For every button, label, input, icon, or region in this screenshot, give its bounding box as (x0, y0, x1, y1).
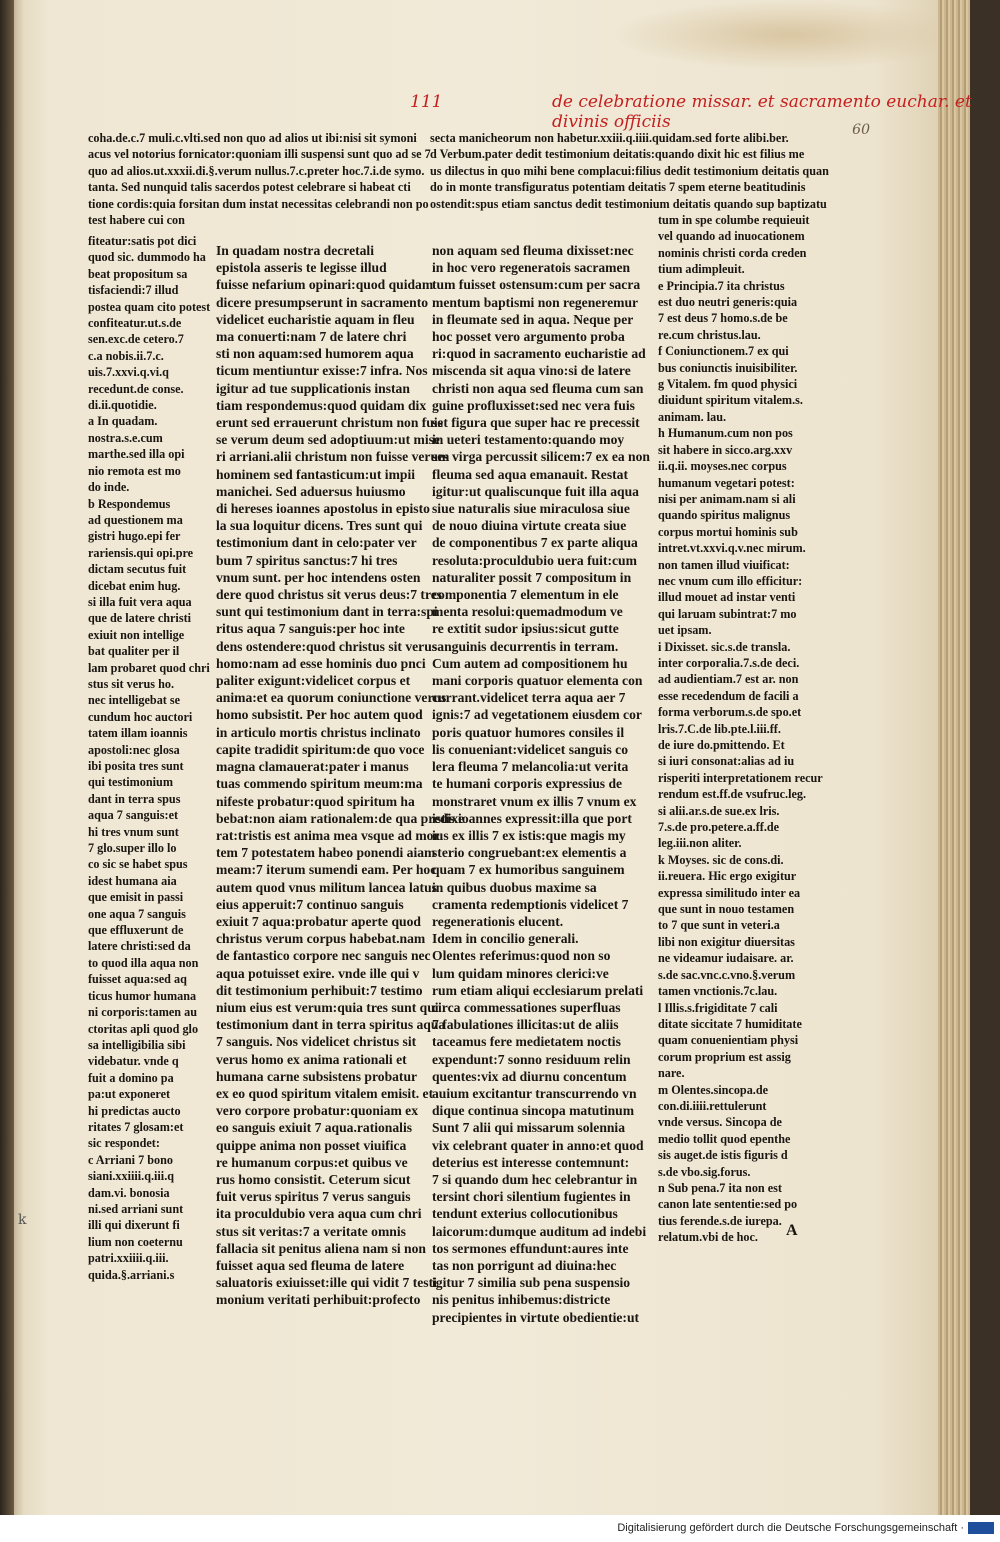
text-line: di hereses ioannes apostolus in episto (216, 501, 430, 517)
text-line: marthe.sed illa opi (88, 447, 185, 462)
text-line: nec vnum cum illo efficitur: (658, 573, 803, 588)
text-line: 7 est deus 7 homo.s.de be (658, 311, 788, 326)
text-line: idest humana aia (88, 873, 177, 888)
text-line: menta resolui:quemadmodum ve (432, 604, 623, 620)
text-line: circa commessationes superfluas (432, 999, 621, 1015)
text-line: s.de vbo.sig.forus. (658, 1164, 751, 1179)
text-line: re humanum corpus:et quibus ve (216, 1154, 408, 1170)
text-line: lam probaret quod chri (88, 660, 210, 675)
text-line: 7.s.de pro.petere.a.ff.de (658, 820, 780, 835)
text-line: hoc posset vero argumento proba (432, 329, 625, 345)
text-line: dit testimonium perhibuit:7 testimo (216, 982, 423, 998)
text-line: hominem sed fantasticum:ut impii (216, 466, 416, 482)
text-line: secta manicheorum non habetur.xxiii.q.iiii.quidam.sed forte alibi.ber. (430, 131, 789, 145)
text-line: ibi posita tres sunt (88, 759, 184, 773)
text-line: fiteatur:satis pot dici (88, 234, 197, 248)
text-line: in ueteri testamento:quando moy (432, 432, 625, 448)
text-line: resoluta:proculdubio uera fuit:cum (432, 552, 637, 568)
text-line: ri:quod in sacramento eucharistie ad (432, 346, 646, 362)
text-line: tas non porrigunt ad diuina:hec (432, 1257, 617, 1273)
text-line: bus coniunctis inuisibiliter. (658, 360, 798, 375)
text-line: a In quadam. (88, 414, 158, 429)
text-line: tum fuisset ostensum:cum per sacra (432, 277, 641, 293)
text-line: sis auget.de istis figuris d (658, 1148, 788, 1163)
text-line: autem quod vnus militum lancea latus (216, 879, 437, 895)
text-line: rendum est.ff.de vsufruc.leg. (658, 787, 807, 802)
text-line: in hoc vero regeneratois sacramen (432, 260, 631, 276)
text-line: taceamus fere medietatem noctis (432, 1034, 621, 1050)
text-line: vix celebrant quater in anno:et quod (432, 1137, 644, 1153)
text-line: ritus aqua 7 sanguis:per hoc inte (216, 621, 405, 637)
text-line: quida.§.arriani.s (88, 1267, 175, 1282)
text-line: tius ferende.s.de iurepa. (658, 1213, 782, 1228)
text-line: sit habere in sicco.arg.xxv (658, 442, 793, 457)
text-line: sti non aquam:sed humorem aqua (216, 346, 414, 362)
text-line: que sunt in nouo testamen (658, 902, 795, 917)
text-line: naturaliter possit 7 compositum in (432, 569, 632, 585)
text-line: bat qualiter per il (88, 644, 180, 659)
text-line: tatem illam ioannis (88, 726, 188, 741)
text-line: cundum hoc auctori (88, 709, 193, 724)
text-line: te humani corporis expressius de (432, 776, 623, 792)
text-line: tanta. Sed nunquid talis sacerdos potest celebrare si habeat cti (88, 180, 411, 195)
text-line: set figura que super hac re precessit (432, 415, 640, 431)
text-line: quando spiritus malignus (658, 508, 791, 523)
text-line: ticus humor humana (88, 988, 197, 1003)
text-line: hi tres vnum sunt (88, 824, 179, 839)
text-line: b Respondemus (88, 496, 171, 511)
text-line: saluatoris exiuisset:ille qui vidit 7 testi (216, 1275, 437, 1291)
text-line: meam:7 iterum sumendi eam. Per hoc (216, 862, 437, 878)
text-line: ii.reuera. Hic ergo exigitur (658, 869, 797, 884)
text-line: sa intelligibilia sibi (88, 1037, 186, 1052)
text-line: lum quidam minores clerici:ve (432, 965, 609, 981)
text-line: recedunt.de conse. (88, 381, 184, 396)
text-line: re extitit sudor ipsius:sicut gutte (432, 621, 619, 637)
text-line: co sic se habet spus (88, 857, 188, 872)
folio-number: 111 (410, 92, 443, 112)
text-line: exiuit non intellige (88, 627, 185, 642)
text-line: sunt qui testimonium dant in terra:spi (216, 604, 438, 620)
text-line: tersint chori silentium fugientes in (432, 1189, 631, 1205)
text-line: testimonium dant in terra spiritus aqua (216, 1017, 446, 1033)
text-line: ne videamur iudaisare. ar. (658, 951, 794, 966)
margin-mark: k (18, 1212, 27, 1228)
text-line: h Humanum.cum non pos (658, 426, 793, 441)
text-line: to quod illa aqua non (88, 955, 199, 970)
text-line: corum proprium est assig (658, 1049, 791, 1064)
text-line: vnum sunt. per hoc intendens osten (216, 569, 421, 585)
text-line: esse recedendum de facili a (658, 688, 799, 703)
text-line: uis.7.xxvi.q.vi.q (88, 365, 169, 380)
text-line: que de latere christi (88, 611, 192, 626)
text-line: tendunt exterius collocutionibus (432, 1206, 618, 1222)
text-line: acus vel notorius fornicator:quoniam illi suspensi sunt quo ad se 7 (88, 147, 431, 162)
text-line: manichei. Sed aduersus huiusmo (216, 483, 406, 499)
text-line: In quadam nostra decretali (216, 243, 374, 258)
text-line: tione cordis:quia forsitan dum instat necessitas celebrandi non po (88, 196, 429, 211)
text-line: stus sit verus ho. (88, 676, 175, 691)
text-line: illud mouet ad instar venti (658, 590, 796, 605)
text-line: fleuma sed aqua emanauit. Restat (432, 466, 628, 482)
text-line: videbatur. vnde q (88, 1054, 179, 1069)
text-line: one aqua 7 sanguis (88, 906, 186, 921)
text-line: de iure do.pmittendo. Et (658, 738, 785, 752)
text-line: poris quatuor humores consiles il (432, 724, 625, 740)
text-line: si illa fuit vera aqua (88, 594, 192, 609)
text-line: nium eius est verum:quia tres sunt qui (216, 999, 439, 1015)
text-line: pa:ut exponeret (88, 1087, 171, 1102)
text-line: libi non exigitur diuersitas (658, 934, 795, 949)
text-line: humana carne subsistens probatur (216, 1068, 418, 1084)
text-line: bebat:non aiam rationalem:de qua predixe (216, 810, 465, 826)
text-line: laicorum:dumque auditum ad indebi (432, 1223, 647, 1239)
text-line: ius ex illis 7 ex istis:que magis my (432, 827, 626, 843)
text-line: tos sermones effundunt:aures inte (432, 1240, 629, 1256)
text-line: homo:nam ad esse hominis duo pnci (216, 655, 426, 671)
text-line: risperiti interpretationem recur (658, 770, 823, 785)
text-line: testimonium dant in celo:pater ver (216, 535, 417, 551)
text-line: postea quam cito potest (88, 299, 211, 314)
text-line: dere quod christus sit verus deus:7 tres (216, 587, 443, 603)
text-line: sterio congruebant:ex elementis a (432, 845, 627, 861)
text-line: tisfaciendi:7 illud (88, 283, 179, 298)
text-line: lis conueniant:videlicet sanguis co (432, 741, 628, 757)
text-line: paliter exigunt:videlicet corpus et (216, 673, 411, 689)
text-line: re.cum christus.lau. (658, 327, 761, 342)
text-line: aqua potuisset exire. vnde ille qui v (216, 965, 420, 981)
text-line: istis ioannes expressit:illa que port (432, 810, 632, 826)
text-line: Cum autem ad compositionem hu (432, 655, 628, 671)
text-line: gistri hugo.epi fer (88, 529, 181, 544)
text-line: ad audientiam.7 est ar. non (658, 672, 799, 687)
text-line: fuit a domino pa (88, 1070, 174, 1085)
text-line: fuisset aqua sed fleuma de latere (216, 1257, 405, 1273)
text-line: apostoli:nec glosa (88, 742, 180, 757)
text-line: 7 glo.super illo lo (88, 841, 177, 856)
text-line: anima:et ea quorum coniunctione verus (216, 690, 447, 706)
text-line: eius apperuit:7 continuo sanguis (216, 896, 404, 912)
text-line: confiteatur.ut.s.de (88, 316, 182, 331)
text-line: Olentes referimus:quod non so (432, 948, 611, 964)
text-line: igitur:ut qualiscunque fuit illa aqua (432, 483, 639, 499)
text-line: christi non aqua sed fleuma cum san (432, 380, 644, 396)
text-line: uet ipsam. (658, 623, 712, 638)
text-line: nominis christi corda creden (658, 245, 807, 260)
text-line: do in monte transfiguratus potentiam deitatis 7 spem eterne beatitudinis (430, 180, 806, 195)
text-line: verus homo ex anima rationali et (216, 1051, 407, 1067)
text-line: relatum.vbi de hoc. (658, 1230, 758, 1245)
text-line: ostendit:spus etiam sanctus dedit testimonium deitatis quando sup baptizatu (430, 196, 827, 211)
text-line: exiuit 7 aqua:probatur aperte quod (216, 913, 421, 929)
text-line: ex eo quod spiritum vitalem emisit. et (216, 1085, 434, 1101)
text-line: corpus mortui hominis sub (658, 524, 798, 539)
text-line: currant.videlicet terra aqua aer 7 (432, 690, 626, 706)
page-number: 60 (852, 122, 870, 138)
text-line: tiam respondemus:quod quidam dix (216, 397, 427, 413)
text-line: Sunt 7 alii qui missarum solennia (432, 1120, 626, 1136)
gloss-column-3-top (430, 130, 829, 212)
text-line: de componentibus 7 ex parte aliqua (432, 535, 638, 551)
text-line: ignis:7 ad vegetationem eiusdem cor (432, 707, 642, 723)
binding-edge (0, 0, 14, 1515)
text-line: fuisse nefarium opinari:quod quidam (216, 277, 434, 293)
text-line: igitur ad tue supplicationis instan (216, 380, 410, 396)
text-line: ctoritas apli quod glo (88, 1021, 199, 1036)
text-line: siue naturalis siue miraculosa siue (432, 501, 630, 517)
text-line: ma conuerti:nam 7 de latere chri (216, 329, 407, 345)
text-line: de nouo diuina virtute creata siue (432, 518, 627, 534)
text-line: tamen vnctionis.7c.lau. (658, 984, 778, 999)
text-line: regenerationis elucent. (432, 913, 564, 929)
text-line: dam.vi. bonosia (88, 1185, 170, 1200)
text-column-3 (432, 242, 650, 1326)
text-line: bum 7 spiritus sanctus:7 hi tres (216, 552, 398, 568)
text-line: quod sic. dummodo ha (88, 250, 206, 265)
catchword: A (786, 1222, 798, 1239)
text-line: in articulo mortis christus inclinato (216, 724, 421, 740)
text-line: in fleumate sed in aqua. Neque per (432, 311, 634, 327)
text-line: epistola asseris te legisse illud (216, 260, 387, 276)
text-line: rat:tristis est anima mea vsque ad mor (216, 827, 440, 843)
text-line: vel quando ad inuocationem (658, 229, 805, 244)
text-line: rum etiam aliqui ecclesiarum prelati (432, 982, 644, 998)
text-line: magna clamauerat:pater i manus (216, 759, 409, 775)
text-line: inter corporalia.7.s.de deci. (658, 655, 800, 670)
text-line: animam. lau. (658, 409, 727, 424)
text-line: quam conuenientiam physi (658, 1033, 799, 1048)
text-line: fallacia sit penitus aliena nam si non (216, 1240, 426, 1256)
text-line: Idem in concilio generali. (432, 931, 579, 947)
text-line: dictam secutus fuit (88, 562, 187, 577)
text-line: tuas commendo spiritum meum:ma (216, 776, 423, 792)
text-line: rus homo consistit. Ceterum sicut (216, 1171, 411, 1187)
text-line: homo subsistit. Per hoc autem quod (216, 707, 423, 723)
text-line: c.a nobis.ii.7.c. (88, 348, 164, 363)
text-line: ri arriani.alii christum non fuisse verum (216, 449, 450, 465)
text-line: nio remota est mo (88, 463, 181, 478)
text-line: cramenta redemptionis videlicet 7 (432, 896, 629, 912)
text-line: fuisset aqua:sed aq (88, 972, 187, 987)
text-line: fuit verus spiritus 7 verus sanguis (216, 1189, 411, 1205)
text-line: deterius est interesse contemnunt: (432, 1154, 630, 1170)
text-line: test habere cui con (88, 213, 185, 228)
text-line: tium adimpleuit. (658, 262, 745, 277)
text-line: que effluxerunt de (88, 923, 184, 938)
text-line: quippe anima non posset viuifica (216, 1137, 407, 1153)
dfg-logo (968, 1522, 994, 1534)
text-line: siani.xxiiii.q.iii.q (88, 1169, 175, 1184)
text-line: se verum deum sed adoptiuum:ut mise (216, 432, 440, 448)
text-line: intret.vt.xxvi.q.v.nec mirum. (658, 541, 806, 556)
text-line: m Olentes.sincopa.de (658, 1082, 769, 1097)
text-line: erunt sed errauerunt christum non fuis (216, 415, 443, 431)
text-line: di.ii.quotidie. (88, 398, 157, 413)
text-line: de fantastico corpore nec sanguis nec (216, 948, 431, 964)
text-line: nis penitus inhibemus:districte (432, 1292, 611, 1308)
text-line: ticum mentiuntur exisse:7 infra. Nos (216, 363, 428, 379)
text-line: nec intelligebat se (88, 693, 181, 708)
text-line: f Coniunctionem.7 ex qui (658, 344, 789, 359)
footer-credit: Digitalisierung gefördert durch die Deutsche Forschungsgemeinschaft · (617, 1522, 964, 1534)
text-line: si alii.ar.s.de sue.ex lris. (658, 803, 780, 818)
text-line: christus verum corpus habebat.nam (216, 931, 426, 947)
text-line: precipientes in virtute obedientie:ut (432, 1309, 640, 1325)
text-line: patri.xxiiii.q.iii. (88, 1251, 169, 1266)
text-line: 7 sanguis. Nos videlicet christus sit (216, 1034, 417, 1050)
footer-bar (0, 1515, 1000, 1542)
text-line: beat propositum sa (88, 266, 188, 281)
text-line: est duo neutri generis:quia (658, 295, 798, 310)
gloss-column-1 (88, 233, 211, 1283)
text-line: auium excitantur transcurrendo vn (432, 1085, 637, 1101)
text-line: d Verbum.pater dedit testimonium deitatis:quando dixit hic est filius me (430, 147, 805, 162)
text-line: non aquam sed fleuma dixisset:nec (432, 243, 634, 258)
text-line: sic respondet: (88, 1136, 160, 1151)
text-line: e Principia.7 ita christus (658, 278, 785, 293)
text-line: con.di.iiii.rettulerunt (658, 1098, 767, 1113)
text-line: sanguinis decurrentis in terram. (432, 638, 619, 654)
text-line: k Moyses. sic de cons.di. (658, 852, 784, 867)
text-line: expendunt:7 sonno residuum relin (432, 1051, 631, 1067)
text-line: stus sit veritas:7 a veritate omnis (216, 1223, 406, 1239)
page-edges (938, 0, 970, 1515)
text-line: ni corporis:tamen au (88, 1005, 198, 1020)
text-line: videlicet eucharistie aquam in fleu (216, 311, 415, 327)
text-line: dens ostendere:quod christus sit verus (216, 638, 438, 654)
text-line: 7 si quando dum hec celebrantur in (432, 1171, 638, 1187)
paper-stain (610, 0, 970, 70)
text-line: ii.q.ii. moyses.nec corpus (658, 459, 787, 474)
text-line: non tamen illud viuificat: (658, 557, 790, 572)
text-line: us dilectus in quo mihi bene complacui:filius dedit testimonium deitatis quan (430, 163, 829, 178)
text-line: lium non coeternu (88, 1234, 183, 1249)
text-line: leg.iii.non aliter. (658, 836, 742, 851)
text-line: coha.de.c.7 muli.c.vlti.sed non quo ad alios ut ibi:nisi sit symoni (88, 131, 417, 145)
text-line: ita proculdubio vera aqua cum chri (216, 1206, 422, 1222)
text-line: mentum baptismi non regeneremur (432, 294, 639, 310)
text-line: la sua loquitur dicens. Tres sunt qui (216, 518, 423, 534)
text-line: igitur 7 similia sub pena suspensio (432, 1275, 631, 1291)
text-line: latere christi:sed da (88, 939, 191, 954)
text-line: do inde. (88, 480, 130, 495)
text-line: vero corpore probatur:quoniam ex (216, 1103, 419, 1119)
text-line: rariensis.qui opi.pre (88, 545, 194, 560)
text-line: que emisit in passi (88, 890, 184, 905)
text-line: tem 7 potestatem habeo ponendi aiam (216, 845, 436, 861)
text-line: guine profluxisset:sed nec vera fuis (432, 397, 635, 413)
text-column-2 (216, 242, 465, 1309)
text-line: ditate siccitate 7 humiditate (658, 1016, 802, 1031)
text-line: componentia 7 elementum in ele (432, 587, 619, 603)
text-line: ad questionem ma (88, 512, 183, 527)
running-title: de celebratione missar. et sacramento euchar. et divinis officiis (552, 92, 972, 132)
text-line: g Vitalem. fm quod physici (658, 377, 798, 392)
text-line: dique continua sincopa matutinum (432, 1103, 635, 1119)
text-line: dant in terra spus (88, 791, 181, 806)
text-line: to 7 que sunt in veteri.a (658, 918, 780, 933)
text-line: miscenda sit aqua vino:si de latere (432, 363, 631, 379)
text-line: forma verborum.s.de spo.et (658, 705, 802, 720)
text-line: aqua 7 sanguis:et (88, 808, 179, 823)
text-line: c Arriani 7 bono (88, 1152, 173, 1167)
text-line: humanum vegetari potest: (658, 475, 795, 490)
text-line: nare. (658, 1066, 685, 1081)
text-line: ni.sed arriani sunt (88, 1201, 184, 1216)
text-line: eo sanguis exiuit 7 aqua.rationalis (216, 1120, 413, 1136)
text-line: l Illis.s.frigiditate 7 cali (658, 1000, 778, 1015)
text-line: monium veritati perhibuit:profecto (216, 1292, 421, 1308)
text-line: illi qui dixerunt fi (88, 1218, 180, 1233)
text-line: quam 7 ex humoribus sanguinem (432, 862, 625, 878)
text-line: diuidunt spiritum vitalem.s. (658, 393, 803, 408)
text-line: nifeste probatur:quod spiritum ha (216, 793, 415, 809)
text-line: qui laruam subintrat:7 mo (658, 606, 797, 621)
text-line: s.de sac.vnc.c.vno.§.verum (658, 967, 796, 982)
text-line: quo ad alios.ut.xxxii.di.§.verum nullus.7.c.preter hoc.7.i.de symo. (88, 163, 425, 178)
text-line: nostra.s.e.cum (88, 430, 163, 445)
gloss-column-4 (658, 212, 823, 1246)
text-line: qui testimonium (88, 775, 173, 790)
text-line: expressa similitudo inter ea (658, 885, 801, 900)
text-line: monstraret vnum ex illis 7 vnum ex (432, 793, 637, 809)
text-line: lris.7.C.de lib.pte.l.iii.ff. (658, 721, 781, 736)
text-line: capite tradidit spiritum:de quo voce (216, 741, 425, 757)
text-line: dicebat enim hug. (88, 578, 181, 593)
text-line: ses virga percussit silicem:7 ex ea non (432, 449, 650, 465)
text-line: lera fleuma 7 melancolia:ut verita (432, 759, 629, 775)
text-line: mani corporis quatuor elementa con (432, 673, 643, 689)
text-line: ritates 7 glosam:et (88, 1119, 184, 1134)
text-line: quentes:vix ad diurnu concentum (432, 1068, 627, 1084)
gloss-column-1-top (88, 130, 431, 228)
text-line: 7 fabulationes illicitas:ut de aliis (432, 1017, 619, 1033)
text-line: hi predictas aucto (88, 1103, 181, 1118)
text-line: sen.exc.de cetero.7 (88, 332, 184, 347)
text-line: si iuri consonat:alias ad iu (658, 754, 795, 769)
text-line: n Sub pena.7 ita non est (658, 1180, 782, 1195)
text-line: medio tollit quod epenthe (658, 1131, 791, 1146)
text-line: vnde versus. Sincopa de (658, 1115, 782, 1130)
text-line: i Dixisset. sic.s.de transla. (658, 639, 791, 654)
text-line: dicere presumpserunt in sacramento (216, 294, 429, 310)
text-line: nisi per animam.nam si ali (658, 491, 796, 506)
text-line: in quibus duobus maxime sa (432, 879, 597, 895)
text-line: canon late sententie:sed po (658, 1197, 798, 1212)
text-line: tum in spe columbe requieuit (658, 213, 810, 227)
